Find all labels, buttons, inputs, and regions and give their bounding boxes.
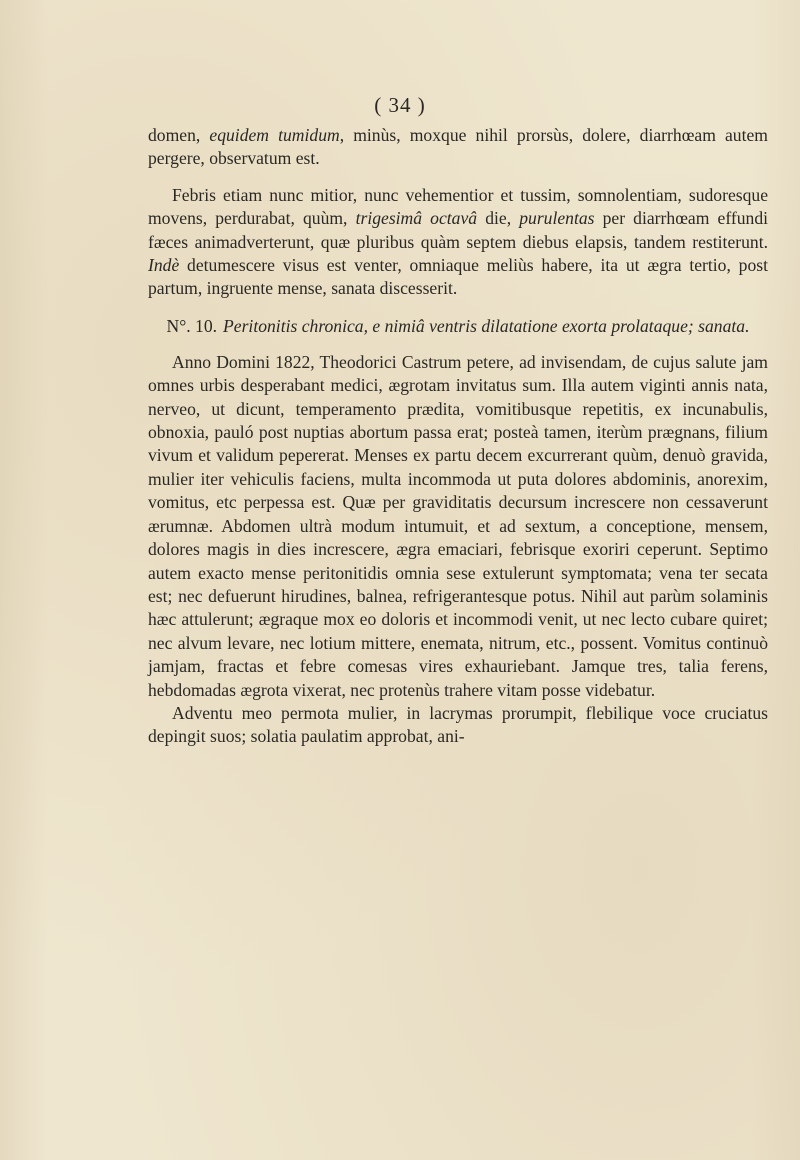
p2-italic-b: trigesimâ octavâ <box>355 208 478 229</box>
p1-italic: equidem tumidum <box>209 125 340 145</box>
p2-text-e: per diarrhœam effundi fæces animadverterunt, quæ pluribus quàm septem diebus elapsis, tandem restiterunt. <box>148 208 769 252</box>
paragraph-1 <box>148 124 768 171</box>
body-text <box>148 124 768 749</box>
p2-text-c: die, <box>477 208 520 229</box>
p2-text-g: detumescere visus est venter, omniaque meliùs habere, ita ut ægra tertio, post partum, ingruente mense, sanata discesserit. <box>148 255 768 299</box>
page-number: ( 34 ) <box>374 93 426 117</box>
section-heading <box>148 314 768 338</box>
p2-text-a: Febris etiam nunc mitior, nunc vehementior et tussim, somnolentiam, sudoresque movens, perdurabat, quùm, <box>148 184 768 229</box>
section-number: N°. 10. <box>166 315 218 336</box>
paragraph-4: Adventu meo permota mulier, in lacrymas prorumpit, flebilique voce cruciatus depingit suos; solatia paulatim approbat, ani- <box>148 702 768 747</box>
paragraph-2 <box>148 184 768 301</box>
paragraph-3: Anno Domini 1822, Theodorici Castrum petere, ad invisendam, de cujus salute jam omnes urbis desperabant medici, ægrotam invitatus sum. Illa autem viginti annis nata, nerveo, ut dicunt, temperamento prædita, vomitibusque repetitis, ex incunabulis, obnoxia, pauló post nuptias abortum passa erat; posteà tamen, iterùm prægnans, filium vivum et validum pepererat. Menses ex partu decem excurrerant quùm, denuò gravida, mulier iter vehiculis faciens, multa incommoda ut puta dolores abdominis, anorexim, vomitus, etc perpessa est. Quæ per graviditatis decursum increscere non cessaverunt ærumnæ. Abdomen ultrà modum intumuit, et ad sextum, a conceptione, mensem, dolores magis in dies increscere, ægra emaciari, febrisque exoriri ceperunt. Septimo autem exacto mense peritonitidis omnia sese extulerunt symptomata; vena ter secata est; nec defuerunt hirudines, balnea, refrigerantesque potus. Nihil aut parùm solaminis hæc attulerunt; ægraque mox eo doloris et incommodi venit, ut nec lecto cubare quiret; nec alvum levare, nec lotium mittere, enemata, nitrum, etc., possent. Vomitus continuò jamjam, fractas et febre comesas vires exhauriebant. Jamque tres, talia ferens, hebdomadas ægrota vixerat, nec protenùs trahere vitam posse videbatur. <box>148 351 768 700</box>
p1-text-a: domen, <box>148 125 210 145</box>
p2-italic-f: Indè <box>148 255 180 276</box>
section-title: Peritonitis chronica, e nimiâ ventris dilatatione exorta prolataque; sanata. <box>223 315 750 336</box>
p1-text-c: , minùs, moxque nihil prorsùs, dolere, diarrhœam autem pergere, observatum est. <box>148 125 768 169</box>
p2-italic-d: purulentas <box>519 208 595 229</box>
